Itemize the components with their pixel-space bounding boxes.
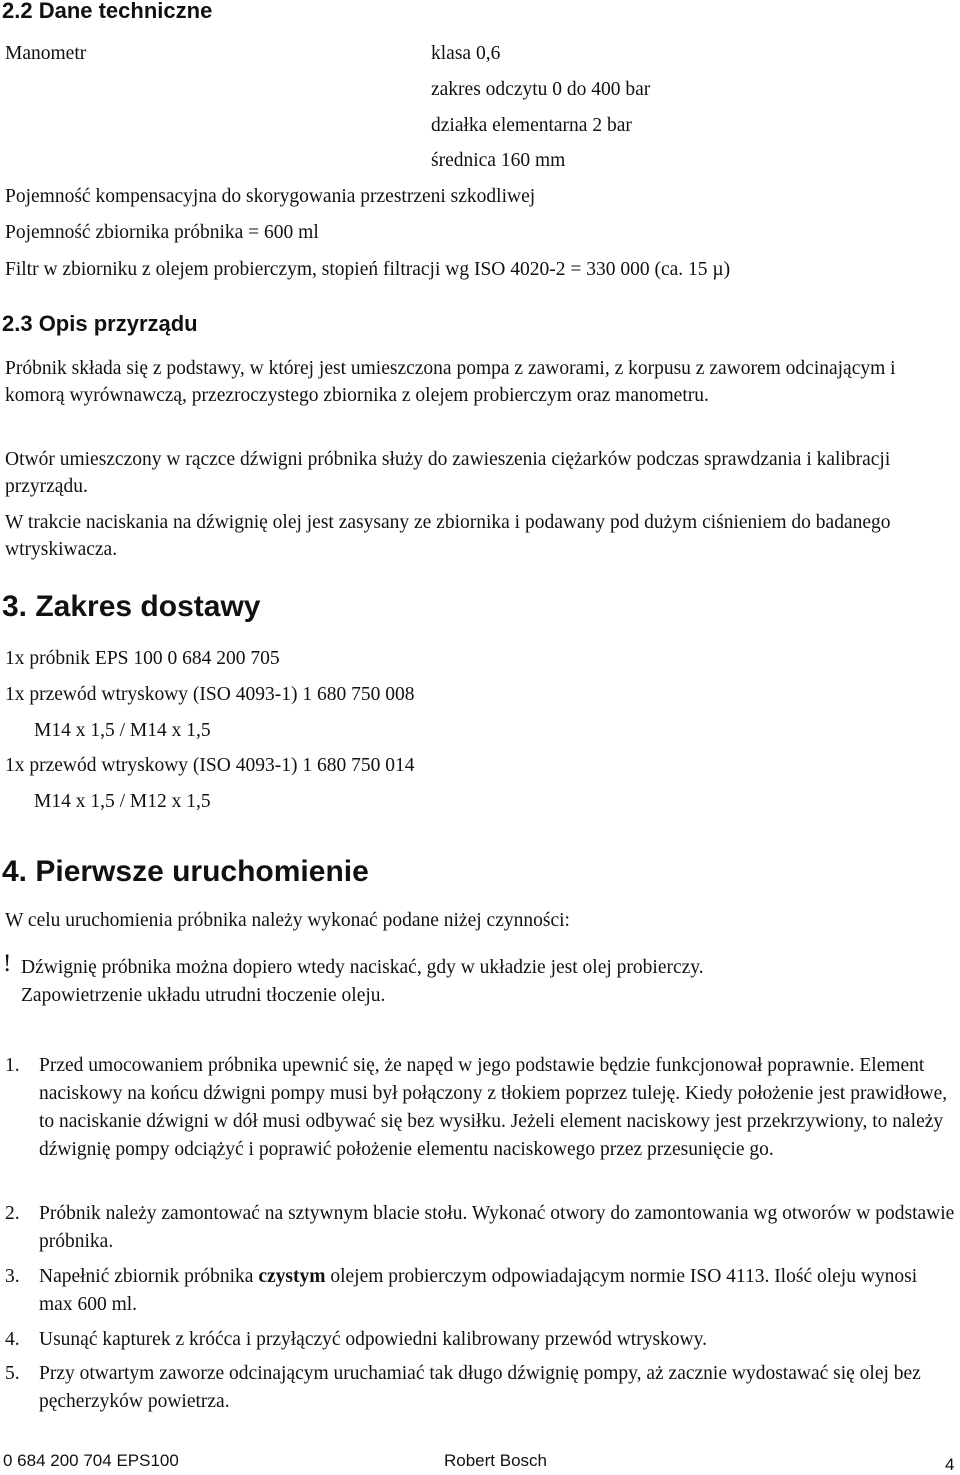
footer-doc-id: 0 684 200 704 EPS100 [3,1451,179,1470]
step-text-emphasis: czystym [258,1266,326,1287]
step-number: 4. [5,1329,20,1350]
manometer-scale-division: działka elementarna 2 bar [431,115,632,136]
warning-icon: ! [3,950,12,977]
step-text-before: Napełnić zbiornik próbnika [39,1266,259,1287]
description-paragraph-2: Otwór umieszczony w rączce dźwigni próbnika służy do zawieszenia ciężarków podczas sprawdzania i kalibracji przyrządu. [5,449,891,497]
manometer-label: Manometr [5,43,87,64]
section-3-title: 3. Zakres dostawy [2,590,261,623]
footer-company: Robert Bosch [444,1451,547,1470]
warning-line-1: Dźwignię próbnika można dopiero wtedy naciskać, gdy w układzie jest olej probierczy. [21,957,704,978]
tank-capacity-line: Pojemność zbiornika próbnika = 600 ml [5,222,319,243]
description-paragraph-3: W trakcie naciskania na dźwignię olej jest zasysany ze zbiornika i podawany pod dużym ciśnieniem do badanego wtryskiwacza. [5,512,891,560]
description-paragraph-1: Próbnik składa się z podstawy, w której jest umieszczona pompa z zaworami, z korpusu z zaworem odcinającym i komorą wyrównawczą, przezroczystego zbiornika z olejem probierczym oraz manometru. [5,358,896,406]
warning-line-2: Zapowietrzenie układu utrudni tłoczenie oleju. [21,985,386,1006]
step-number: 1. [5,1055,20,1076]
manometer-range: zakres odczytu 0 do 400 bar [431,79,651,100]
footer-page-number: 4 [945,1455,955,1474]
step-number: 5. [5,1363,20,1384]
section-4-title: 4. Pierwsze uruchomienie [2,855,369,888]
section-2-2-title: 2.2 Dane techniczne [2,0,213,23]
delivery-item-pipe-1: 1x przewód wtryskowy (ISO 4093-1) 1 680 750 008 [5,684,415,705]
delivery-item-pipe-1-thread: M14 x 1,5 / M14 x 1,5 [34,720,211,741]
compensation-capacity-line: Pojemność kompensacyjna do skorygowania przestrzeni szkodliwej [5,186,536,207]
delivery-item-pipe-2: 1x przewód wtryskowy (ISO 4093-1) 1 680 750 014 [5,755,415,776]
startup-intro: W celu uruchomienia próbnika należy wykonać podane niżej czynności: [5,910,570,931]
step-text-after: olejem probierczym odpowiadającym normie ISO 4113. Ilość oleju wynosi max 600 ml. [39,1266,918,1315]
manometer-class: klasa 0,6 [431,43,501,64]
section-2-3-title: 2.3 Opis przyrządu [2,311,198,336]
step-number: 2. [5,1203,20,1224]
step-text: Próbnik należy zamontować na sztywnym blacie stołu. Wykonać otwory do zamontowania wg otworów w podstawie próbnika. [39,1203,955,1252]
step-item [5,1263,955,1319]
delivery-item-tester: 1x próbnik EPS 100 0 684 200 705 [5,648,280,669]
manometer-diameter: średnica 160 mm [431,150,566,171]
filter-line: Filtr w zbiorniku z olejem probierczym, stopień filtracji wg ISO 4020-2 = 330 000 (ca. 15 µ) [5,259,731,280]
delivery-item-pipe-2-thread: M14 x 1,5 / M12 x 1,5 [34,791,211,812]
step-text: Przed umocowaniem próbnika upewnić się, że napęd w jego podstawie będzie funkcjonował poprawnie. Element naciskowy na końcu dźwigni pompy musi był połączony z tłokiem poprzez tuleję. Kiedy położenie jest prawidłowe, to naciskanie dźwigni w dół musi odbywać się bez wysiłku. Jeżeli element naciskowy jest przekrzywiony, to należy dźwignię pompy odciążyć i poprawić położenie elementu naciskowego przez przesunięcie go. [39,1055,948,1160]
step-item [5,1326,955,1354]
step-text: Usunąć kapturek z króćca i przyłączyć odpowiedni kalibrowany przewód wtryskowy. [39,1329,707,1350]
step-number: 3. [5,1266,20,1287]
step-text [39,1263,955,1319]
step-item [5,1360,955,1416]
step-item [5,1200,955,1256]
step-text: Przy otwartym zaworze odcinającym uruchamiać tak długo dźwignię pompy, aż zacznie wydostawać się olej bez pęcherzyków powietrza. [39,1363,921,1412]
step-item [5,1052,955,1164]
